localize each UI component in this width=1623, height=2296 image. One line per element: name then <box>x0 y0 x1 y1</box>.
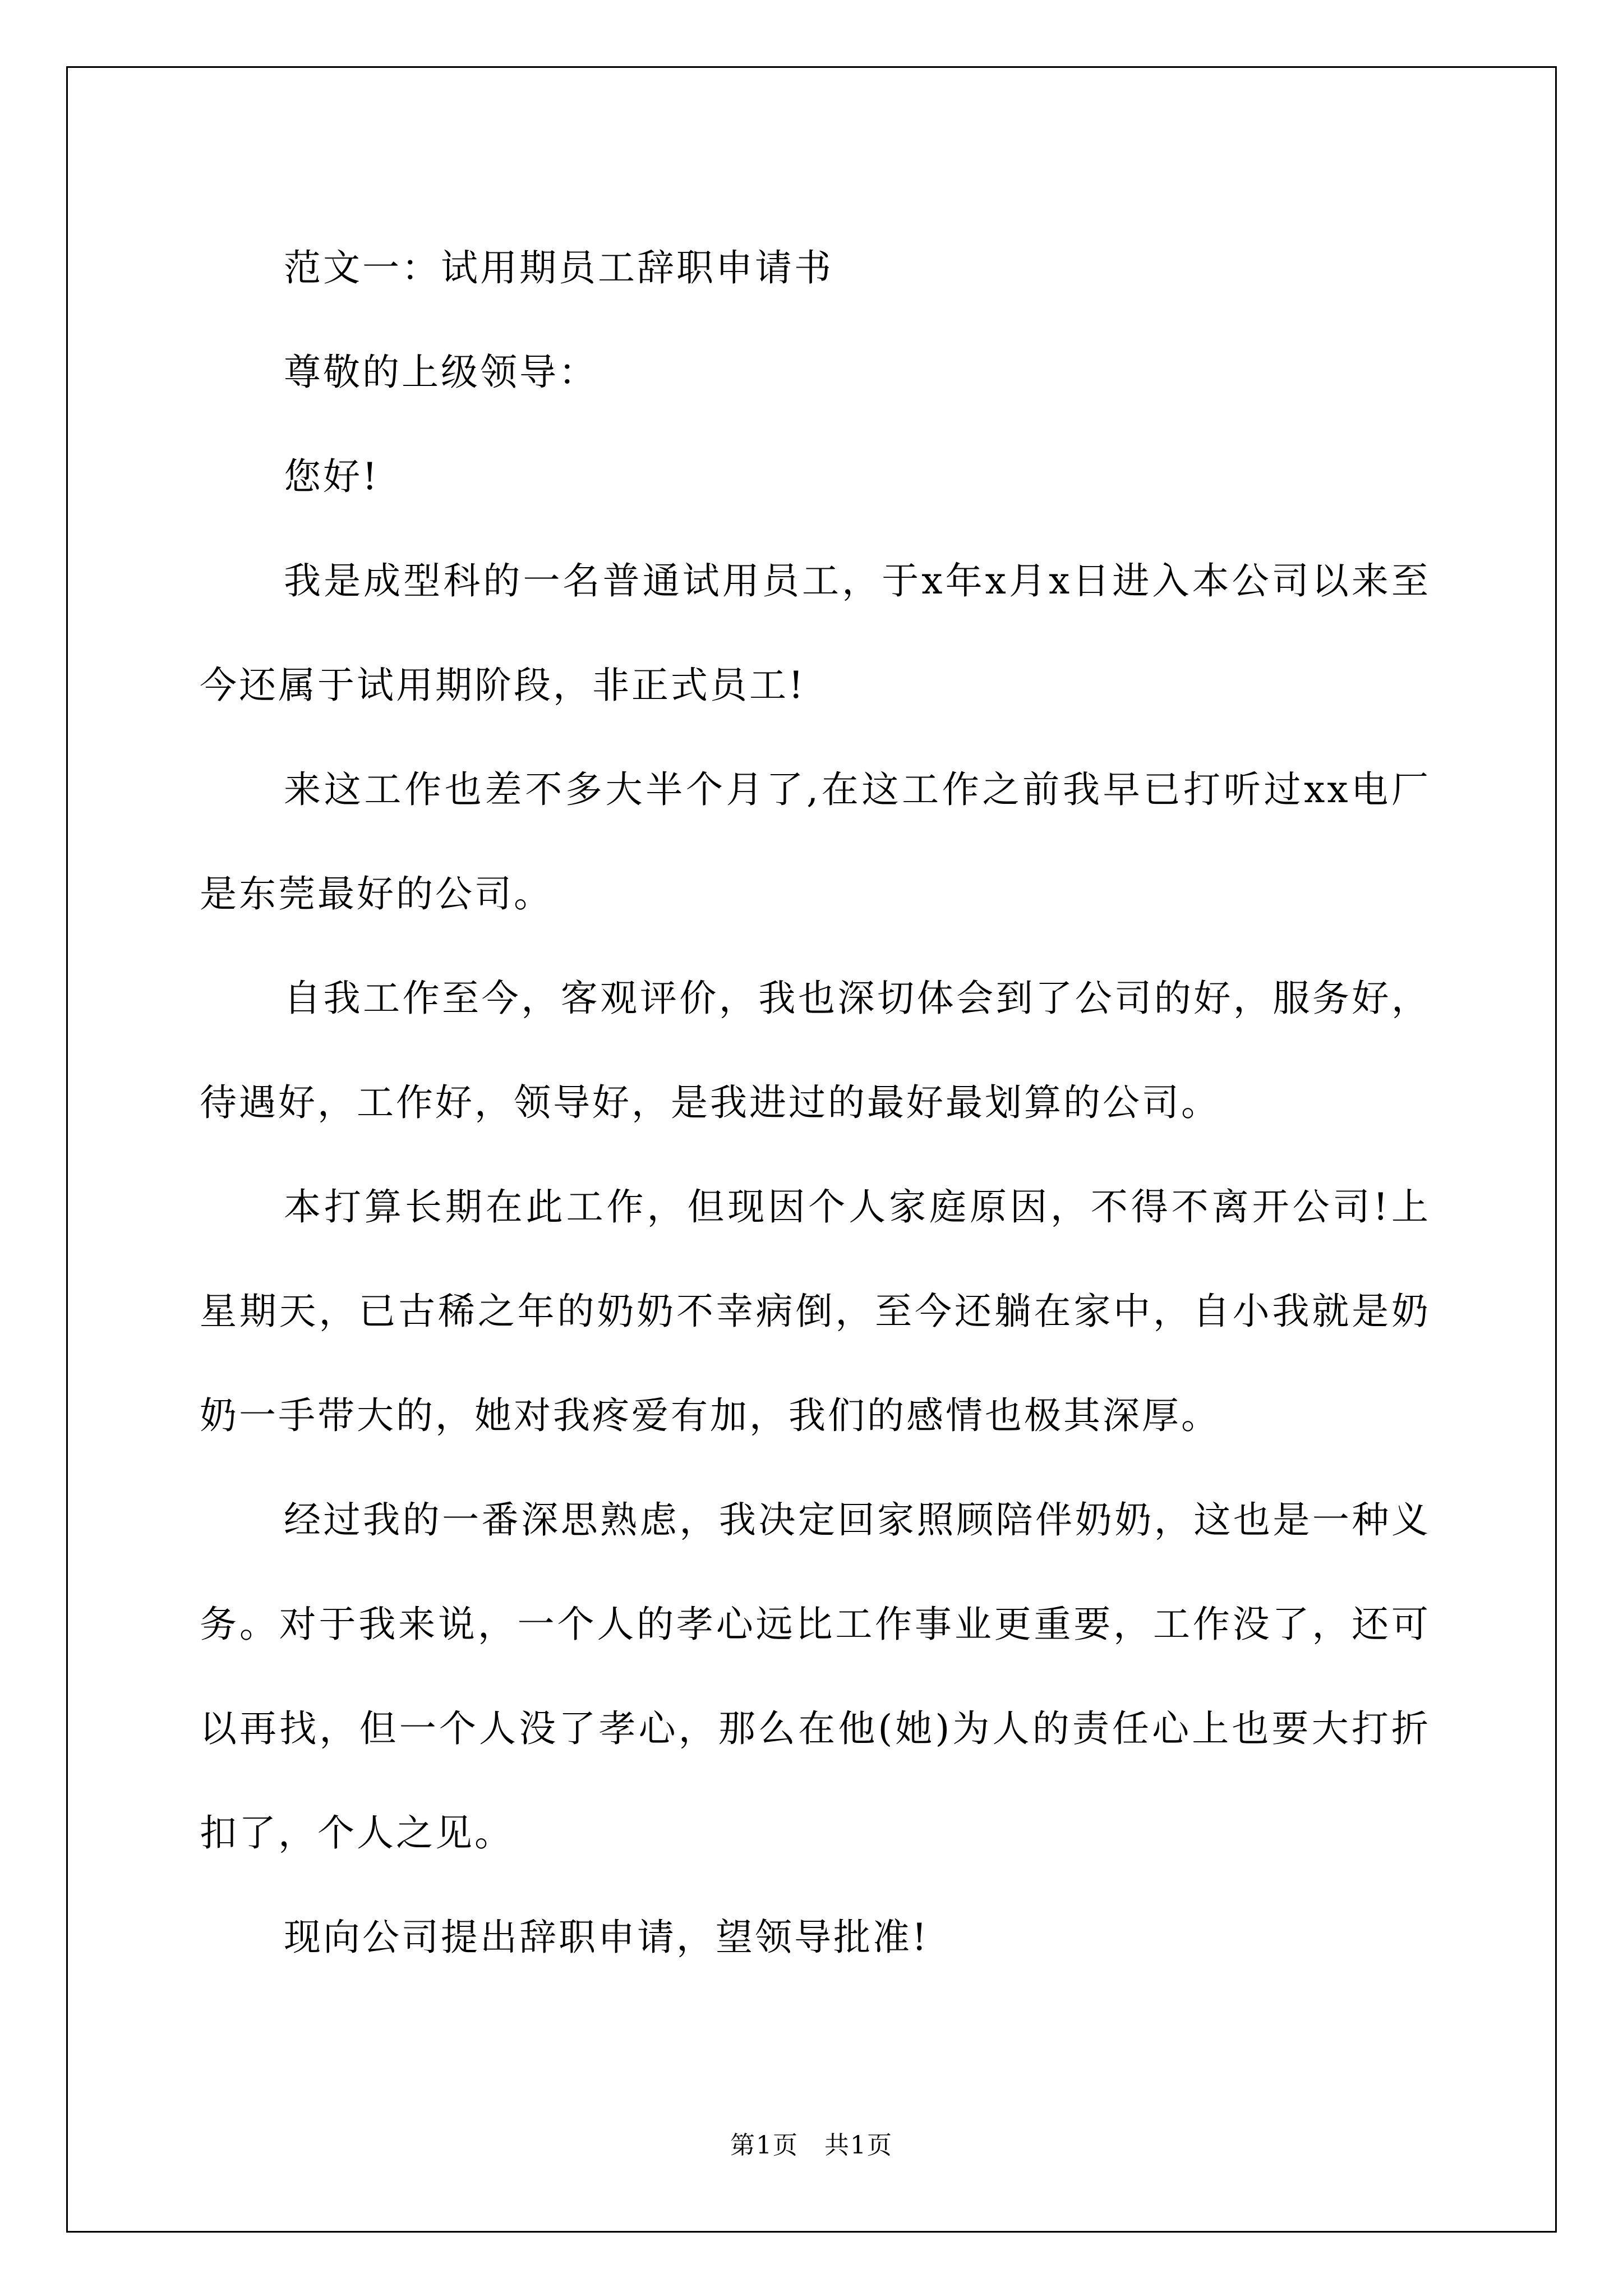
paragraph-company: 来这工作也差不多大半个月了,在这工作之前我早已打听过xx电厂是东莞最好的公司。 <box>200 768 1431 915</box>
page-footer <box>0 2129 1623 2162</box>
paragraph-request: 现向公司提出辞职申请，望领导批准! <box>284 1916 929 1959</box>
paragraph-reason: 本打算长期在此工作，但现因个人家庭原因，不得不离开公司!上星期天，已古稀之年的奶奶不幸病倒，至今还躺在家中，自小我就是奶奶一手带大的，她对我疼爱有加，我们的感情也极其深厚。 <box>200 1185 1431 1437</box>
greeting: 您好! <box>284 455 380 498</box>
document-title: 范文一：试用期员工辞职申请书 <box>284 246 833 289</box>
paragraph-decision: 经过我的一番深思熟虑，我决定回家照顾陪伴奶奶，这也是一种义务。对于我来说，一个人的孝心远比工作事业更重要，工作没了，还可以再找，但一个人没了孝心，那么在他(她)为人的责任心上也要大打折扣了，个人之见。 <box>200 1498 1431 1855</box>
paragraph-evaluation: 自我工作至今，客观评价，我也深切体会到了公司的好，服务好，待遇好，工作好，领导好，是我进过的最好最划算的公司。 <box>200 977 1431 1124</box>
page-number: 第1页 <box>730 2131 799 2160</box>
page-total: 共1页 <box>824 2131 893 2160</box>
paragraph-introduction: 我是成型科的一名普通试用员工，于x年x月x日进入本公司以来至今还属于试用期阶段，非正式员工! <box>200 559 1431 707</box>
document-body <box>200 216 1431 1990</box>
salutation: 尊敬的上级领导： <box>284 351 598 394</box>
